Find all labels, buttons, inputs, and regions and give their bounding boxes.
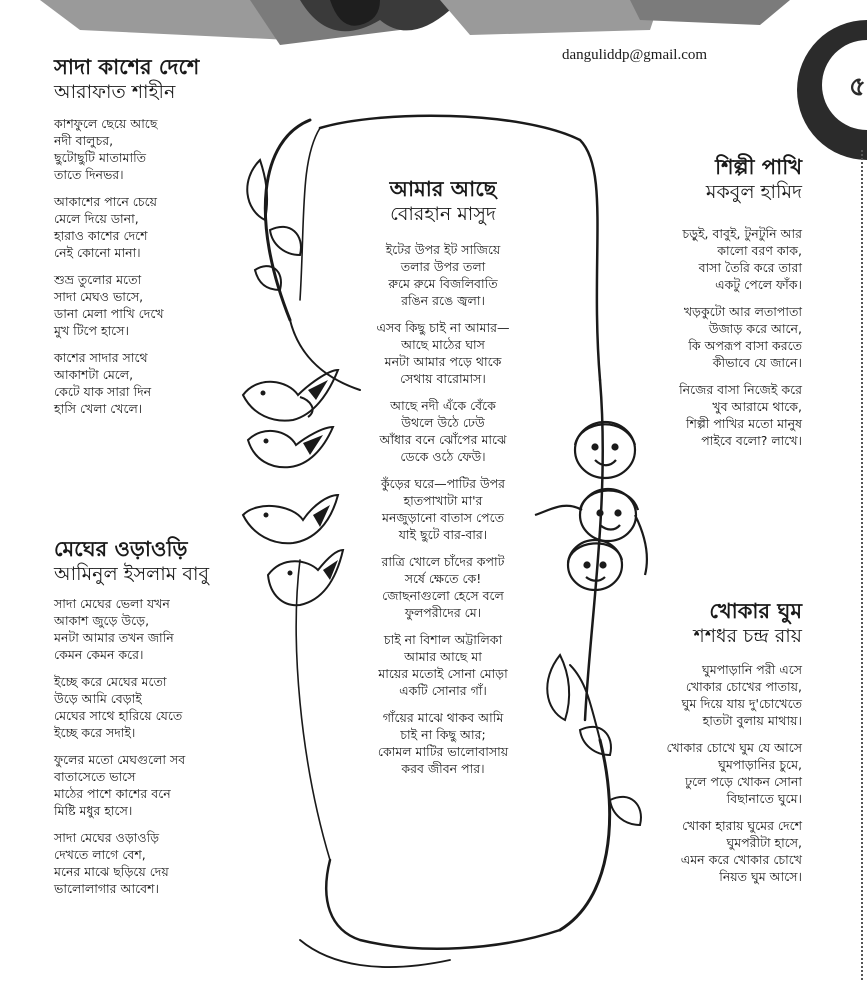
poem-stanza: [580, 661, 802, 729]
poem-line: মেঘের সাথে হারিয়ে যেতে: [54, 708, 183, 723]
poem-line: নিজের বাসা নিজেই করে: [679, 382, 802, 397]
poem-line: চাই না কিছু আর;: [400, 727, 486, 742]
poem-stanza: [318, 631, 568, 699]
poem-line: ভালোলাগার আবেশ।: [54, 881, 159, 896]
poem-line: আকাশের পানে চেয়ে: [54, 194, 157, 209]
poem-line: কেমন কেমন করে।: [54, 647, 144, 662]
poem-line: ইটের উপর ইট সাজিয়ে: [385, 242, 501, 257]
poem-line: কালো বরণ কাক,: [717, 243, 802, 258]
poem-line: এমন করে খোকার চোখে: [680, 852, 802, 867]
poem-line: খোকার চোখের পাতায়,: [685, 679, 802, 694]
poem-line: মাঠের পাশে কাশের বনে: [54, 786, 171, 801]
poem-stanza: [318, 709, 568, 777]
poem-line: আমার আছে মা: [404, 649, 482, 664]
poem-line: শুভ্র তুলোর মতো: [54, 272, 142, 287]
poem-line: ঘুমপাড়ানির চুমে,: [718, 757, 802, 772]
poem-line: কোমল মাটির ভালোবাসায়: [377, 744, 509, 759]
poem-line: সাদা মেঘের ওড়াওড়ি: [54, 830, 160, 845]
poem-line: হাতপাখাটা মা'র: [403, 493, 483, 508]
poem-line: কি অপরূপ বাসা করতে: [688, 338, 802, 353]
poem-line: আকাশ জুড়ে উড়ে,: [54, 613, 150, 628]
poem-title: সাদা কাশের দেশে: [54, 55, 200, 79]
poem-line: করব জীবন পার।: [401, 761, 485, 776]
poem-line: চড়ুই, বাবুই, টুনটুনি আর: [682, 226, 802, 241]
poem-line: দেখতে লাগে বেশ,: [54, 847, 146, 862]
poem-line: ডেকে ওঠে ফেউ।: [400, 449, 486, 464]
poem-stanza: [580, 817, 802, 885]
poem-line: হারাও কাশের দেশে: [54, 228, 148, 243]
poem-line: রঙিন রঙে জ্বলা।: [401, 293, 485, 308]
poem-title: মেঘের ওড়াওড়ি: [54, 537, 188, 561]
poem-line: একটি সোনার গাঁ।: [399, 683, 487, 698]
poem-line: উথলে উঠে ঢেউ: [401, 415, 485, 430]
poem-line: ফুলপরীদের মে।: [404, 605, 482, 620]
poem-line: সাদা মেঘও ভাসে,: [54, 289, 144, 304]
poem-line: ঘুমপরীটা হাসে,: [726, 835, 802, 850]
poem-line: আছে মাঠের ঘাস: [401, 337, 485, 352]
poem-title: শিল্পী পাখি: [715, 155, 802, 179]
poem-line: আকাশটা মেলে,: [54, 367, 134, 382]
poem-line: ঢুলে পড়ে খোকন সোনা: [685, 774, 802, 789]
poem-line: একটু পেলে ফাঁক।: [715, 277, 802, 292]
poem-line: মুখ টিপে হাসে।: [54, 323, 129, 338]
poem-line: কুঁড়ের ঘরে—পাটির উপর: [380, 476, 506, 491]
poem-author: মকবুল হামিদ: [705, 181, 802, 203]
poem-line: মনের মাঝে ছড়িয়ে দেয়: [54, 864, 169, 879]
poem-line: কীভাবে যে জানে।: [712, 355, 802, 370]
poem-line: ইচ্ছে করে মেঘের মতো: [54, 674, 167, 689]
poem-line: খুব আরামে থাকে,: [712, 399, 802, 414]
poem-line: মনটা আমার পড়ে থাকে: [384, 354, 502, 369]
poem-stanza: [580, 381, 802, 449]
poem-line: এসব কিছু চাই না আমার—: [376, 320, 510, 335]
poem-line: ছুটোছুটি মাতামাতি: [54, 150, 147, 165]
poem-line: নিয়ত ঘুম আসে।: [719, 869, 802, 884]
poem-author: আরাফাত শাহীন: [54, 81, 176, 103]
poem-line: ফুলের মতো মেঘগুলো সব: [54, 752, 186, 767]
poem-line: বাসা তৈরি করে তারা: [698, 260, 802, 275]
poem-stanza: [318, 397, 568, 465]
poem-stanza: [318, 475, 568, 543]
poem-stanza: [580, 739, 802, 807]
poem-line: বাতাসেতে ভাসে: [54, 769, 136, 784]
poem-line: পাইবে বলো? লাখে।: [701, 433, 802, 448]
poem-line: ডানা মেলা পাখি দেখে: [54, 306, 164, 321]
poem-line: মনজুড়ানো বাতাস পেতে: [382, 510, 504, 525]
poem-author: বোরহান মাসুদ: [390, 203, 496, 225]
poem-line: নদী বালুচর,: [54, 133, 114, 148]
poem-line: কেটে যাক সারা দিন: [54, 384, 152, 399]
poem-line: মনটা আমার তখন জানি: [54, 630, 174, 645]
poem-line: গাঁয়ের মাঝে থাকব আমি: [382, 710, 504, 725]
poem-line: যাই ছুটে বার-বার।: [398, 527, 488, 542]
poem-line: খড়কুটো আর লতাপাতা: [683, 304, 802, 319]
poem-stanza: [318, 319, 568, 387]
poem-stanza: [580, 303, 802, 371]
poem-stanza: [580, 225, 802, 293]
poem-line: চাই না বিশাল অট্টালিকা: [383, 632, 503, 647]
poem-stanza: [318, 241, 568, 309]
poem-title: খোকার ঘুম: [709, 599, 802, 623]
poem-author: শশধর চন্দ্র রায়: [693, 625, 802, 647]
poem-line: খোকার চোখে ঘুম যে আসে: [666, 740, 802, 755]
poem-line: সাদা মেঘের ভেলা যখন: [54, 596, 170, 611]
poem-line: উড়ে আমি বেড়াই: [54, 691, 142, 706]
poem-author: আমিনুল ইসলাম বাবু: [54, 563, 210, 585]
poem-line: রাত্রি খোলে চাঁদের কপাট: [381, 554, 505, 569]
poem-line: উজাড় করে আনে,: [708, 321, 802, 336]
poem-line: নেই কোনো মানা।: [54, 245, 141, 260]
poem-line: জোছনাগুলো হেসে বলে: [382, 588, 504, 603]
poem-line: শিল্পী পাখির মতো মানুষ: [685, 416, 802, 431]
poem-line: মিষ্টি মধুর হাসে।: [54, 803, 133, 818]
poem-amar-ache: [318, 176, 568, 787]
poem-title: আমার আছে: [389, 177, 497, 201]
poem-line: সর্ষে ক্ষেতে কে!: [404, 571, 482, 586]
poem-shilpi-pakhi: [580, 154, 802, 459]
poem-line: হাসি খেলা খেলে।: [54, 401, 143, 416]
poem-stanza: [318, 553, 568, 621]
poem-line: মায়ের মতোই সোনা মোড়া: [378, 666, 508, 681]
poem-khokar-ghum: [580, 598, 802, 895]
poem-line: হাতটা বুলায় মাথায়।: [702, 713, 802, 728]
poem-line: ঘুম দিয়ে যায় দু'চোখেতে: [681, 696, 802, 711]
poem-line: বিছানাতে ঘুমে।: [726, 791, 802, 806]
poem-line: তাতে দিনভর।: [54, 167, 124, 182]
poem-line: আঁধার বনে ঝোঁপের মাঝে: [379, 432, 507, 447]
poem-line: সেথায় বারোমাস।: [400, 371, 486, 386]
poem-line: কাশের সাদার সাথে: [54, 350, 148, 365]
poem-line: কাশফুলে ছেয়ে আছে: [54, 116, 158, 131]
contact-email: danguliddp@gmail.com: [562, 47, 708, 63]
svg-text:৫: ৫: [849, 72, 866, 102]
poem-line: ইচ্ছে করে সদাই।: [54, 725, 136, 740]
poem-line: তলার উপর তলা: [400, 259, 486, 274]
poem-line: মেলে দিয়ে ডানা,: [54, 211, 139, 226]
poem-line: রুমে রুমে বিজলিবাতি: [388, 276, 498, 291]
poem-line: খোকা হারায় ঘুমের দেশে: [682, 818, 802, 833]
poem-line: ঘুমপাড়ানি পরী এসে: [701, 662, 802, 677]
poem-line: আছে নদী এঁকে বেঁকে: [390, 398, 496, 413]
